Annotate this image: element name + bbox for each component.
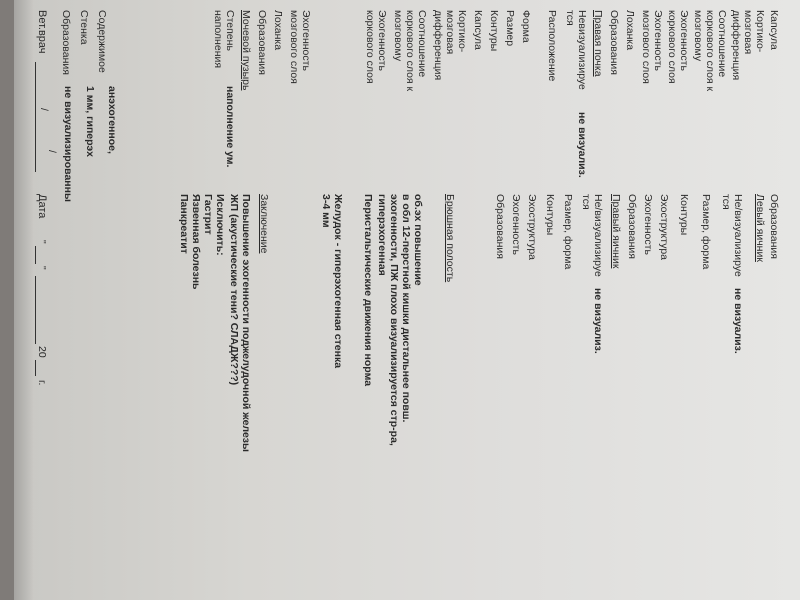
label-corticomedullary-1: Кортико- — [754, 10, 766, 53]
abdomen-note-3: эхогенности, ПЖ плохо визуализируется стр-ра, — [388, 194, 400, 446]
signature-line — [35, 62, 36, 172]
label-not-visualized-1: Невизуализируе — [576, 10, 588, 90]
label-formations-r: Образования — [768, 194, 780, 259]
value-not-visualized-r: не визуализ. — [732, 288, 744, 354]
month-line — [35, 276, 36, 344]
label-ratio2-2: коркового слоя к — [404, 10, 416, 92]
label-echogenicity-2: Эхогенность — [510, 194, 522, 255]
label-echostructure: Эхоструктура — [658, 194, 670, 260]
label-contours-r2: Контуры — [544, 194, 556, 236]
label-formations-2: Образования — [256, 10, 268, 75]
label-not-visualized-r2-2: тся — [580, 194, 592, 210]
value-formations-3: не визуализированны — [62, 86, 74, 202]
label-formations-r2: Образования — [626, 194, 638, 259]
section-abdomen: Брюшная полость — [444, 194, 456, 283]
label-corticomedullary2-1: Кортико- — [456, 10, 468, 53]
label-cortex-echo-1: Эхогенность — [678, 10, 690, 71]
label-capsule: Капсула — [768, 10, 780, 50]
date-quote-1: " — [36, 240, 48, 244]
label-size-shape-2: Размер, форма — [562, 194, 574, 270]
label-capsule-2: Капсула — [472, 10, 484, 50]
conclusion-5: Язвенная болезнь — [190, 194, 202, 290]
label-pelvis-2: Лоханка — [272, 10, 284, 51]
abdomen-note-4: гиперэхогенная — [376, 194, 388, 276]
signature-slash-1: / — [38, 108, 50, 111]
date-year-suffix: г. — [36, 380, 48, 386]
label-corticomedullary-2: мозговая — [742, 10, 754, 55]
report-page — [14, 0, 800, 600]
abdomen-note-1: об.эх повышение — [412, 194, 424, 286]
label-medulla-echo-1: Эхогенность — [652, 10, 664, 71]
label-size-shape: Размер, форма — [700, 194, 712, 270]
abdomen-note-2: в обл 12-перстной кишки дистальнее повш. — [400, 194, 412, 423]
date-quote-2: " — [36, 266, 48, 270]
label-location: Расположение — [546, 10, 558, 82]
label-not-visualized-2: тся — [564, 10, 576, 26]
value-not-visualized-r2: не визуализ. — [592, 288, 604, 354]
label-pelvis: Лоханка — [624, 10, 636, 51]
stomach-note-1: Желудок - гиперэхогенная стенка — [332, 194, 344, 369]
label-ratio2-3: мозговому — [392, 10, 404, 62]
value-content: анэхогенное, — [106, 86, 118, 154]
label-shape: Форма — [520, 10, 532, 43]
section-right-kidney: Правая почка — [592, 10, 604, 77]
label-filling-1: Степень — [224, 10, 236, 51]
label-not-visualized-r-1: Не/визуализируе — [732, 194, 744, 277]
label-echostructure-2: Эхоструктура — [526, 194, 538, 260]
label-size: Размер — [504, 10, 516, 47]
label-not-visualized-r2-1: Не/визуализируе — [592, 194, 604, 277]
label-formations: Образования — [608, 10, 620, 75]
label-ratio2-1: Соотношение — [416, 10, 428, 78]
label-cortex-echo2-2: коркового слоя — [364, 10, 376, 84]
label-cortex-echo-2: коркового слоя — [666, 10, 678, 84]
label-contours: Контуры — [488, 10, 500, 52]
section-conclusion: Заключение — [258, 194, 270, 254]
date-year-prefix: 20 — [36, 346, 48, 358]
stomach-note-2: 3-4 мм — [320, 194, 332, 228]
label-filling-2: наполнения — [212, 10, 224, 69]
label-ratio-2: коркового слоя к — [704, 10, 716, 92]
section-left-ovary: Левый яичник — [754, 194, 766, 262]
conclusion-4: Гастрит — [202, 194, 214, 235]
label-formations-3: Образования — [60, 10, 72, 75]
label-medulla-echo2-1: Эхогенность — [300, 10, 312, 71]
section-right-ovary: Правый яичник — [610, 194, 622, 269]
label-content: Содержимое — [96, 10, 108, 73]
value-not-visualized: не визуализ. — [576, 112, 588, 178]
value-filling: наполнение ум. — [224, 86, 236, 168]
value-wall: 1 мм, гиперэх — [84, 86, 96, 157]
label-corticomedullary-3: дифференция — [730, 10, 742, 81]
label-ratio-3: мозговому — [692, 10, 704, 62]
label-echogenicity: Эхогенность — [642, 194, 654, 255]
label-medulla-echo2-2: мозгового слоя — [288, 10, 300, 84]
label-not-visualized-r-2: тся — [720, 194, 732, 210]
vet-doctor-label: Вет.врач — [36, 10, 48, 54]
date-label: Дата — [36, 194, 48, 219]
section-bladder: Мочевой пузырь — [240, 10, 252, 91]
label-cortex-echo2-1: Эхогенность — [376, 10, 388, 71]
abdomen-note-5: Перистальтические движения норма — [362, 194, 374, 387]
label-corticomedullary2-2: мозговая — [444, 10, 456, 55]
label-corticomedullary2-3: дифференция — [432, 10, 444, 81]
conclusion-2: ЖП (акустические тени? СЛАДЖ???) — [228, 194, 240, 386]
conclusion-3: Исключить: — [214, 194, 226, 256]
year-line — [35, 360, 36, 376]
signature-slash-2: / — [46, 150, 58, 153]
conclusion-6: Панкреатит — [178, 194, 190, 254]
day-line — [35, 246, 36, 264]
label-contours-r: Контуры — [678, 194, 690, 236]
label-medulla-echo-2: мозгового слоя — [640, 10, 652, 84]
conclusion-1: Повышение эхогенности поджелудочной железы — [240, 194, 252, 452]
label-ratio-1: Соотношение — [716, 10, 728, 78]
label-formations-r3: Образования — [494, 194, 506, 259]
label-wall: Стенка — [78, 10, 90, 45]
